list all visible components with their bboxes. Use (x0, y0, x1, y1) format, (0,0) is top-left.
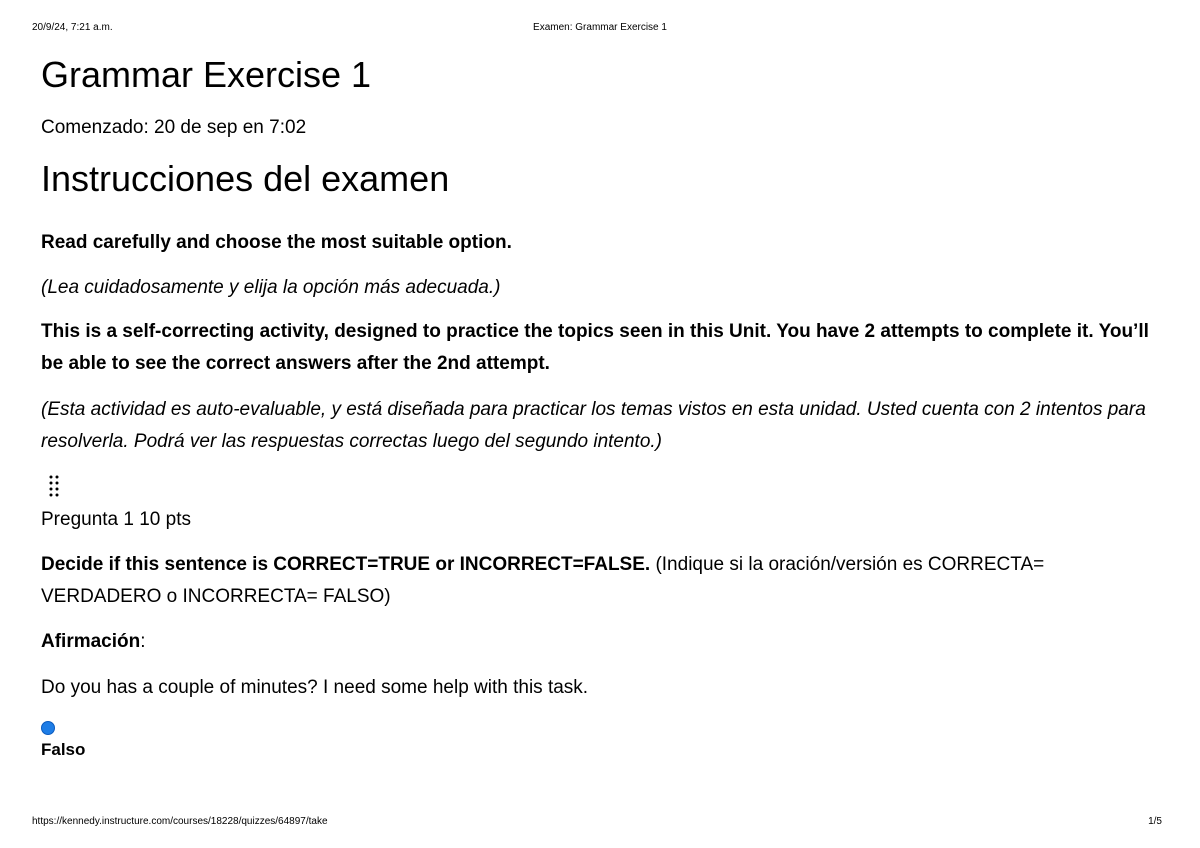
radio-selected-icon[interactable] (41, 721, 55, 735)
statement-label: Afirmación (41, 631, 141, 652)
question-prompt-bold: Decide if this sentence is CORRECT=TRUE or INCORRECT=FALSE. (41, 554, 651, 575)
print-datetime: 20/9/24, 7:21 a.m. (32, 22, 113, 33)
print-page-number: 1/5 (1148, 816, 1162, 827)
quiz-title: Grammar Exercise 1 (41, 54, 372, 95)
print-page-title: Examen: Grammar Exercise 1 (533, 22, 667, 33)
instructions-heading: Instrucciones del examen (41, 158, 450, 199)
instruction-english-2: This is a self-correcting activity, designed to practice the topics seen in this Unit. You have 2 attempts to complete it. You’ll be able to see the correct answers after the 2nd attempt. (41, 321, 1149, 374)
statement-label-line (41, 626, 1166, 658)
instruction-spanish-2: (Esta actividad es auto-evaluable, y está diseñada para practicar los temas vistos en esta unidad. Usted cuenta con 2 intentos para resolverla. Podrá ver las respuestas correctas luego del segundo intento.) (41, 399, 1146, 452)
answer-label: Falso (41, 740, 86, 759)
question-statement: Do you has a couple of minutes? I need some help with this task. (41, 677, 589, 698)
question-prompt (41, 549, 1166, 613)
instruction-spanish-1: (Lea cuidadosamente y elija la opción más adecuada.) (41, 277, 501, 298)
instruction-english-1: Read carefully and choose the most suitable option. (41, 232, 512, 253)
print-url: https://kennedy.instructure.com/courses/18228/quizzes/64897/take (32, 816, 328, 827)
question-prompt-translation: (Indique si la oración/versión es CORRECTA= VERDADERO o INCORRECTA= FALSO) (41, 554, 1045, 607)
question-header: Pregunta 1 10 pts (41, 509, 191, 530)
statement-label-colon: : (140, 631, 146, 652)
drag-handle-icon[interactable] (47, 474, 61, 498)
quiz-started-time: Comenzado: 20 de sep en 7:02 (41, 117, 307, 138)
